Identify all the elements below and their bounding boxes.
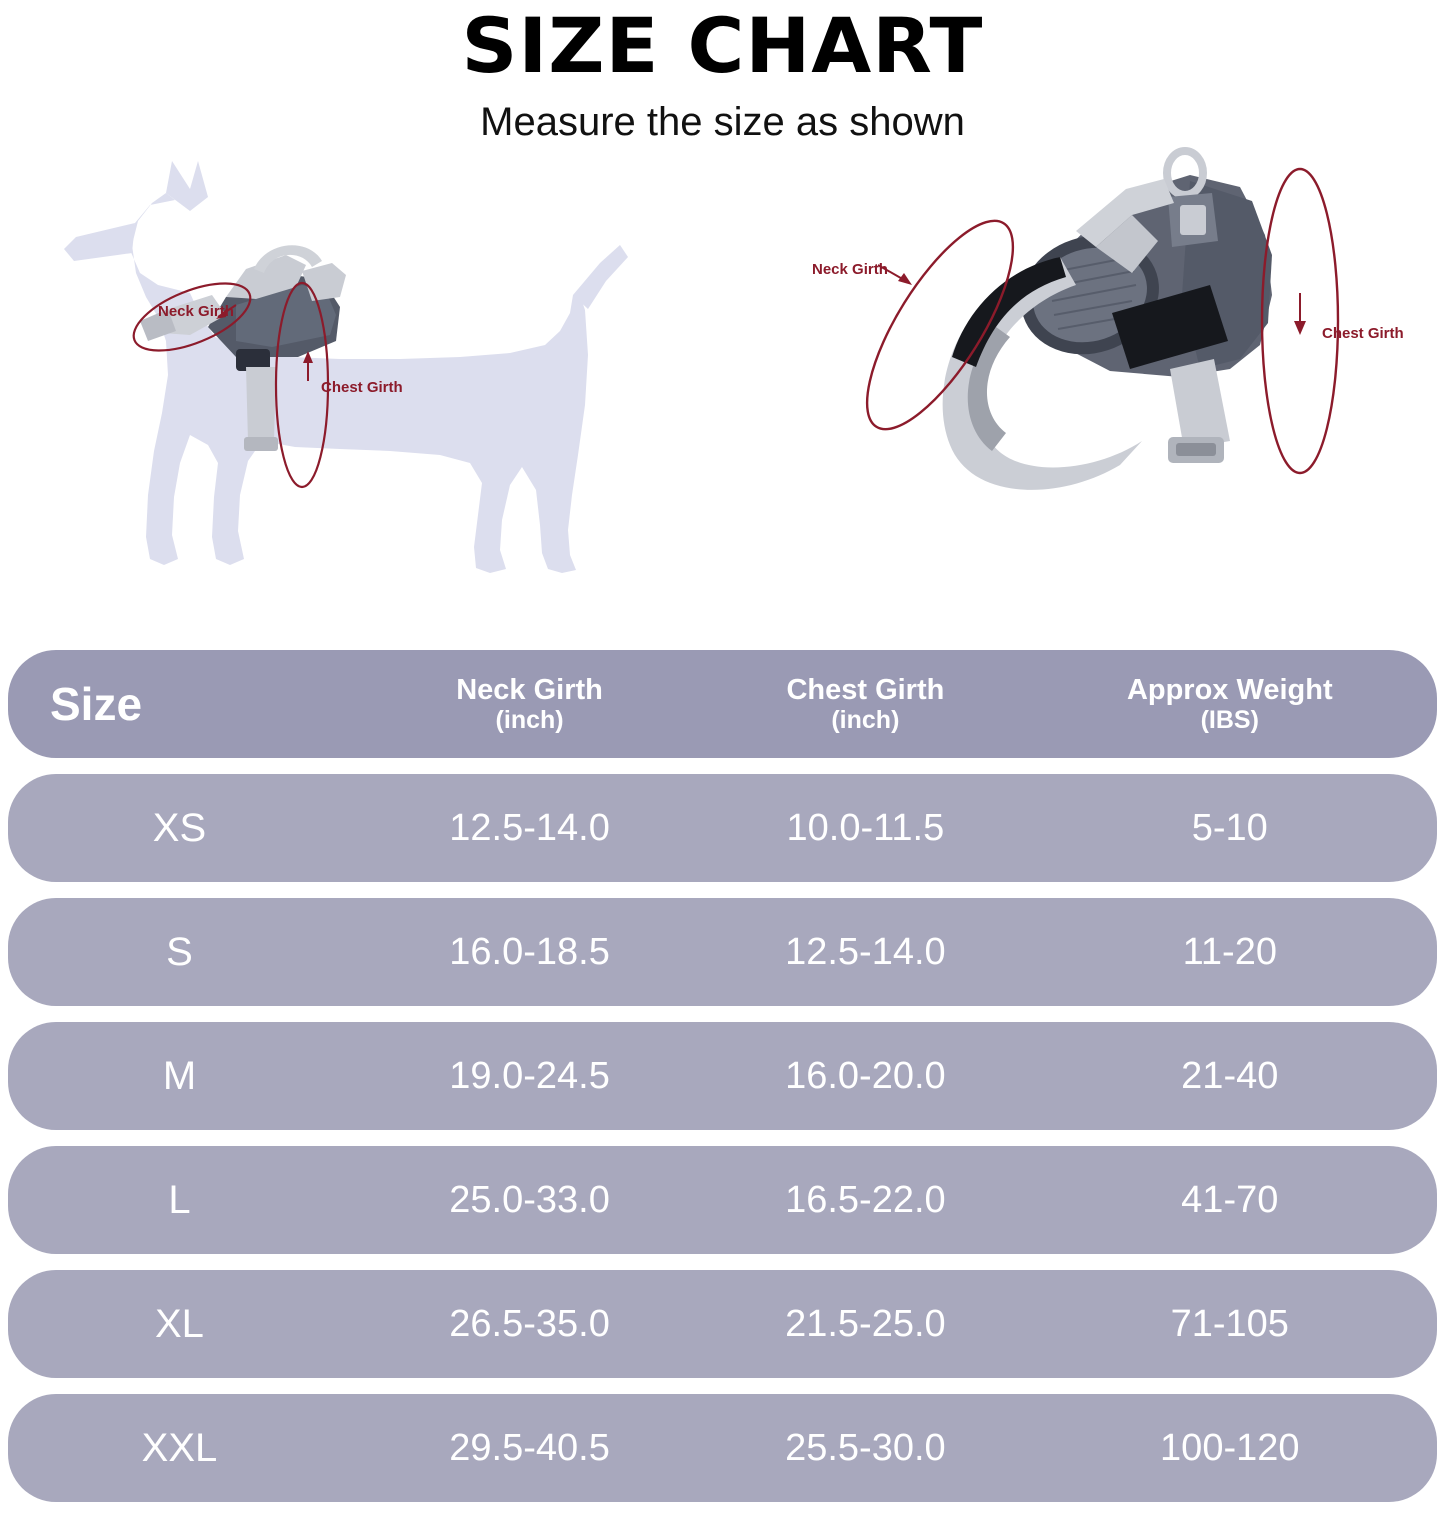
header-neck-main: Neck Girth <box>456 673 603 706</box>
cell-size: XS <box>152 805 207 850</box>
harness-product-photo <box>760 145 1420 615</box>
cell-size: XXL <box>141 1425 218 1470</box>
table-row <box>8 1022 1437 1130</box>
cell-size: XL <box>155 1301 204 1346</box>
cell-chest: 10.0-11.5 <box>786 806 945 849</box>
cell-weight: 71-105 <box>1170 1302 1289 1345</box>
header-chest-main: Chest Girth <box>786 673 945 706</box>
table-row <box>8 1394 1437 1502</box>
cell-weight: 41-70 <box>1181 1178 1279 1221</box>
right-neck-girth-label: Neck Girth <box>812 260 888 278</box>
left-neck-girth-label: Neck Girth <box>158 302 234 320</box>
illustration-band <box>0 145 1445 615</box>
page-title: SIZE CHART <box>461 1 984 90</box>
cell-chest: 16.5-22.0 <box>785 1178 946 1221</box>
cell-weight: 5-10 <box>1191 806 1268 849</box>
dog-side-view-with-harness <box>40 145 700 615</box>
table-row <box>8 774 1437 882</box>
page-subtitle: Measure the size as shown <box>480 99 965 144</box>
header-cell-size: Size <box>50 678 143 730</box>
header-weight-unit: (IBS) <box>1200 706 1259 735</box>
cell-neck: 25.0-33.0 <box>449 1178 610 1221</box>
cell-chest: 21.5-25.0 <box>785 1302 946 1345</box>
cell-weight: 11-20 <box>1182 930 1277 973</box>
header-cell-weight <box>1023 674 1437 734</box>
cell-weight: 21-40 <box>1181 1054 1279 1097</box>
size-chart-table <box>8 650 1437 1518</box>
right-chest-girth-label: Chest Girth <box>1322 324 1404 342</box>
cell-size: L <box>168 1177 191 1222</box>
table-row <box>8 898 1437 1006</box>
table-header-row <box>8 650 1437 758</box>
cell-neck: 26.5-35.0 <box>449 1302 610 1345</box>
cell-neck: 19.0-24.5 <box>449 1054 610 1097</box>
cell-neck: 12.5-14.0 <box>449 806 610 849</box>
cell-weight: 100-120 <box>1160 1426 1300 1469</box>
cell-neck: 16.0-18.5 <box>449 930 610 973</box>
header-weight-main: Approx Weight <box>1126 673 1333 706</box>
left-chest-girth-label: Chest Girth <box>321 378 403 396</box>
harness-product-svg <box>760 145 1420 615</box>
header-cell-neck <box>351 674 708 734</box>
header <box>0 0 1445 145</box>
table-row <box>8 1270 1437 1378</box>
header-chest-unit: (inch) <box>831 706 900 735</box>
cell-size: M <box>162 1053 197 1098</box>
cell-chest: 16.0-20.0 <box>785 1054 946 1097</box>
header-neck-unit: (inch) <box>495 706 564 735</box>
cell-neck: 29.5-40.5 <box>449 1426 610 1469</box>
cell-chest: 25.5-30.0 <box>785 1426 946 1469</box>
table-row <box>8 1146 1437 1254</box>
cell-chest: 12.5-14.0 <box>785 930 946 973</box>
header-cell-chest <box>708 674 1022 734</box>
cell-size: S <box>166 929 193 974</box>
